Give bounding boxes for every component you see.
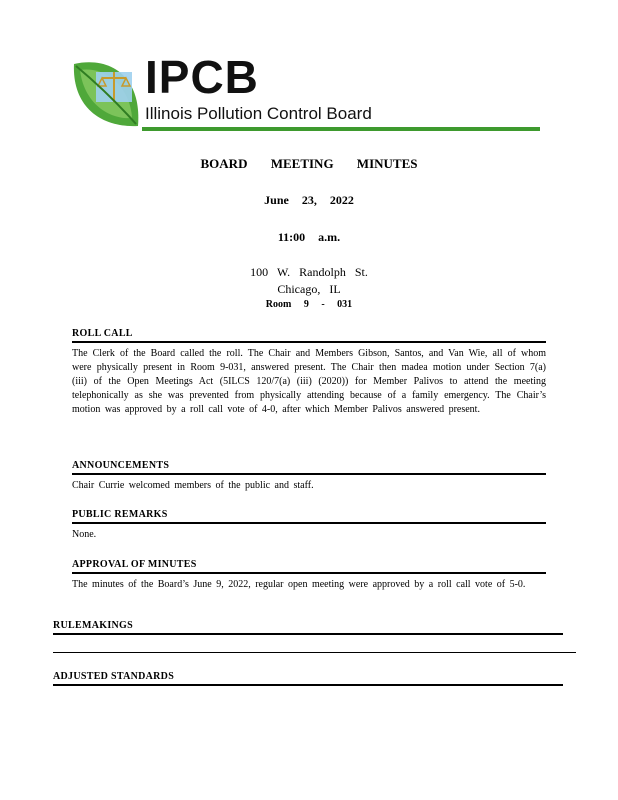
divider-line: [53, 652, 576, 653]
section-heading-approval-of-minutes: APPROVAL OF MINUTES: [72, 559, 546, 574]
section-body-roll-call: The Clerk of the Board called the roll. The Chair and Members Gibson, Santos, and Van Wie, all of whom were physically present in Room 9-031, answered present. The Chair then madea motion under Section 7(a)(iii) of the Open Meetings Act (5ILCS 120/7(a) (iii) (2020)) for Member Palivos to attend the meeting telephonically as she was prevented from physically attending because of a family emergency. The Chair’s motion was approved by a roll call vote of 4-0, after which Member Palivos answered present.: [72, 348, 546, 415]
section-heading-rulemakings: RULEMAKINGS: [53, 620, 563, 635]
section-heading-public-remarks: PUBLIC REMARKS: [72, 509, 546, 524]
section-body-approval-of-minutes: The minutes of the Board’s June 9, 2022, regular open meeting were approved by a roll call vote of 5-0.: [72, 579, 526, 590]
logo-underline: [142, 127, 540, 131]
address-street: 100 W. Randolph St.: [250, 265, 368, 279]
section-adjusted-standards: [53, 671, 563, 686]
meeting-room: Room 9 - 031: [265, 299, 353, 310]
meeting-time: 11:00 a.m.: [277, 230, 341, 244]
leaf-scales-icon: [70, 56, 144, 130]
section-rulemakings: [53, 620, 563, 635]
logo-org-name: Illinois Pollution Control Board: [145, 104, 372, 123]
section-approval-of-minutes: [72, 559, 546, 592]
section-heading-adjusted-standards: ADJUSTED STANDARDS: [53, 671, 563, 686]
document-title: BOARD MEETING MINUTES: [200, 156, 418, 171]
address-city: Chicago, IL: [277, 282, 341, 296]
section-public-remarks: [72, 509, 546, 542]
section-heading-roll-call: ROLL CALL: [72, 328, 546, 343]
section-roll-call: [72, 328, 546, 417]
logo-acronym: IPCB: [145, 51, 259, 103]
section-body-public-remarks: None.: [72, 529, 97, 540]
section-announcements: [72, 460, 546, 493]
section-body-announcements: Chair Currie welcomed members of the public and staff.: [72, 480, 314, 491]
section-heading-announcements: ANNOUNCEMENTS: [72, 460, 546, 475]
ipcb-logo: [70, 51, 540, 136]
meeting-date: June 23, 2022: [264, 193, 354, 207]
